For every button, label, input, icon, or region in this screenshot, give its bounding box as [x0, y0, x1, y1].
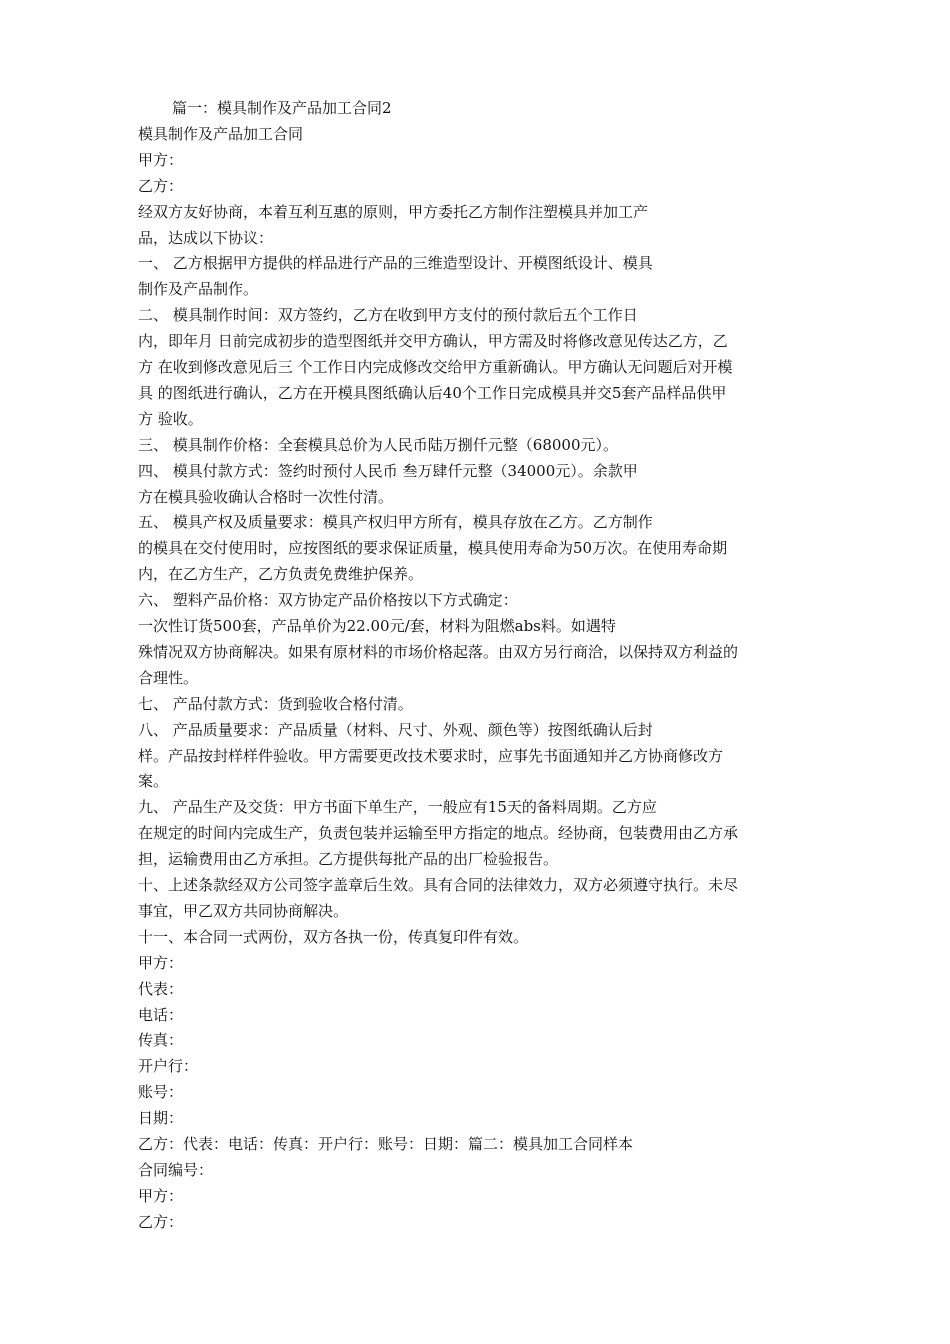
- document-line: 电话：: [138, 1005, 184, 1024]
- document-line: 一、 乙方根据甲方提供的样品进行产品的三维造型设计、开模图纸设计、模具: [138, 254, 653, 273]
- document-line: 开户行：: [138, 1057, 199, 1076]
- document-heading: 篇一：模具制作及产品加工合同2: [172, 99, 392, 117]
- document-line: 模具制作及产品加工合同: [138, 124, 304, 143]
- document-line: 的模具在交付使用时，应按图纸的要求保证质量，模具使用寿命为50万次。在使用寿命期: [138, 539, 728, 558]
- document-line: 方 在收到修改意见后三 个工作日内完成修改交给甲方重新确认。甲方确认无问题后对开模: [138, 358, 733, 376]
- document-line: 乙方：: [138, 176, 184, 195]
- document-line: 样。产品按封样样件验收。甲方需要更改技术要求时，应事先书面通知并乙方协商修改方: [138, 746, 724, 765]
- document-line: 乙方：: [138, 1212, 184, 1231]
- document-line: 甲方：: [138, 1186, 184, 1205]
- document-line: 担，运输费用由乙方承担。乙方提供每批产品的出厂检验报告。: [138, 850, 559, 869]
- document-line: 甲方：: [138, 953, 184, 972]
- document-line: 日期：: [138, 1109, 184, 1128]
- document-line: 方 验收。: [138, 409, 203, 428]
- document-line: 四、 模具付款方式：签约时预付人民币 叁万肆仟元整（34000元）。余款甲: [138, 461, 638, 480]
- document-line: 传真：: [138, 1031, 184, 1050]
- document-line: 内，在乙方生产，乙方负责免费维护保养。: [138, 565, 424, 584]
- document-line: 六、 塑料产品价格：双方协定产品价格按以下方式确定：: [138, 591, 518, 610]
- document-line: 在规定的时间内完成生产，负责包装并运输至甲方指定的地点。经协商，包装费用由乙方承: [138, 824, 739, 843]
- document-line: 合理性。: [138, 668, 199, 687]
- document-line: 二、 模具制作时间：双方签约，乙方在收到甲方支付的预付款后五个工作日: [138, 306, 638, 325]
- document-line: 十一、本合同一式两份，双方各执一份，传真复印件有效。: [138, 927, 529, 946]
- document-line: 乙方：代表：电话：传真：开户行：账号：日期：篇二：模具加工合同样本: [138, 1135, 634, 1153]
- document-line: 八、 产品质量要求：产品质量（材料、尺寸、外观、颜色等）按图纸确认后封: [138, 720, 653, 739]
- document-line: 一次性订货500套，产品单价为22.00元/套，材料为阻燃abs料。如遇特: [138, 617, 616, 635]
- document-line: 具 的图纸进行确认，乙方在开模具图纸确认后40个工作日完成模具并交5套产品样品供甲: [138, 383, 727, 402]
- document-line: 制作及产品制作。: [138, 280, 259, 299]
- document-line: 代表：: [138, 979, 184, 998]
- document-line: 账号：: [138, 1083, 184, 1102]
- document-line: 合同编号：: [138, 1160, 214, 1179]
- document-line: 十、上述条款经双方公司签字盖章后生效。具有合同的法律效力，双方必须遵守执行。未尽: [138, 876, 739, 894]
- document-line: 事宜，甲乙双方共同协商解决。: [138, 901, 349, 920]
- document-line: 七、 产品付款方式：货到验收合格付清。: [138, 694, 413, 713]
- document-line: 甲方：: [138, 150, 184, 169]
- document-line: 三、 模具制作价格：全套模具总价为人民币陆万捌仟元整（68000元）。: [138, 435, 618, 454]
- document-line: 品，达成以下协议：: [138, 228, 274, 247]
- document-line: 九、 产品生产及交货：甲方书面下单生产，一般应有15天的备料周期。乙方应: [138, 798, 657, 817]
- document-line: 经双方友好协商，本着互利互惠的原则，甲方委托乙方制作注塑模具并加工产: [138, 202, 649, 221]
- document-line: 殊情况双方协商解决。如果有原材料的市场价格起落。由双方另行商洽，以保持双方利益的: [138, 642, 739, 661]
- document-line: 五、 模具产权及质量要求：模具产权归甲方所有，模具存放在乙方。乙方制作: [138, 513, 653, 532]
- document-line: 案。: [138, 772, 169, 791]
- document-line: 方在模具验收确认合格时一次性付清。: [138, 487, 394, 506]
- document-line: 内，即年月 日前完成初步的造型图纸并交甲方确认，甲方需及时将修改意见传达乙方，乙: [138, 332, 728, 351]
